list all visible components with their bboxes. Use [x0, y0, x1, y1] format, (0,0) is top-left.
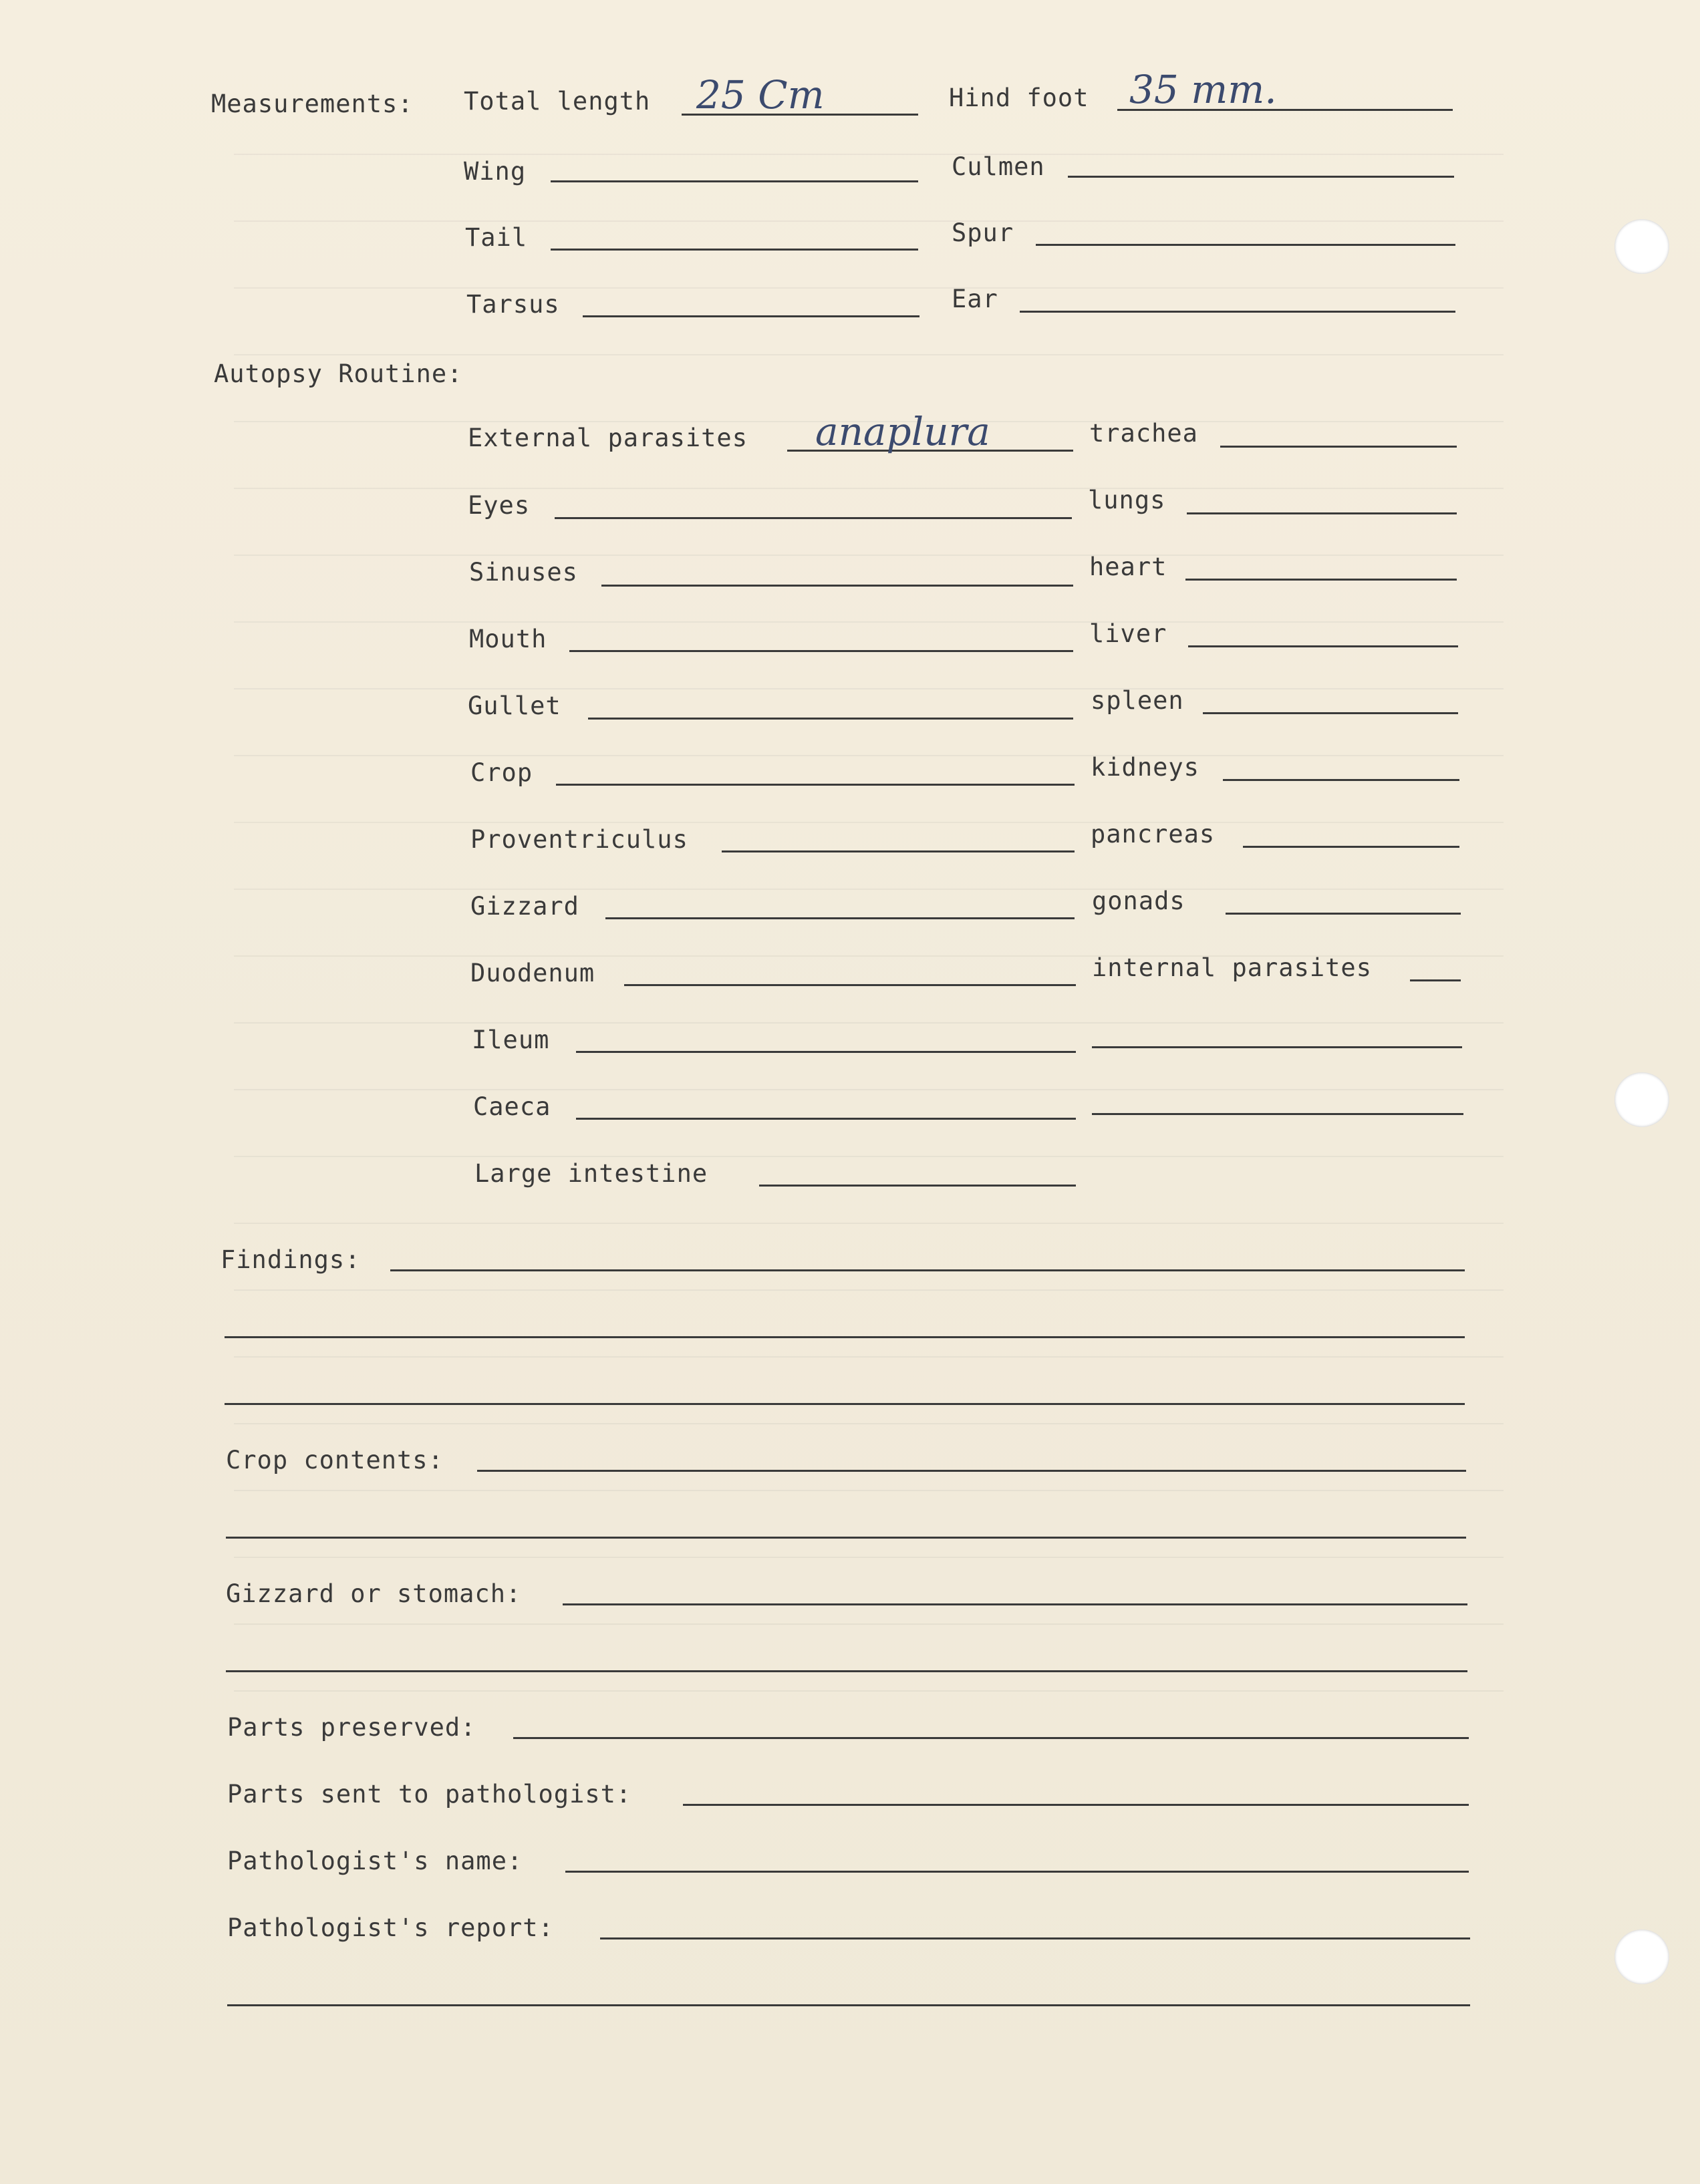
total-length-value: 25 Cm: [696, 72, 825, 118]
pathologist-report-line-2[interactable]: [227, 2004, 1470, 2006]
gonads-line[interactable]: [1226, 913, 1461, 915]
kidneys-line[interactable]: [1223, 779, 1459, 781]
pathologist-name-line[interactable]: [565, 1871, 1469, 1873]
findings-line-3[interactable]: [225, 1403, 1465, 1405]
crop-label: Crop: [470, 758, 533, 787]
caeca-line[interactable]: [576, 1118, 1076, 1120]
parts-preserved-label: Parts preserved:: [227, 1713, 476, 1742]
culmen-line[interactable]: [1068, 176, 1454, 178]
measurements-heading: Measurements:: [211, 90, 414, 118]
crop-contents-line-1[interactable]: [477, 1470, 1466, 1472]
proventriculus-label: Proventriculus: [470, 825, 688, 854]
large-intestine-line[interactable]: [759, 1185, 1076, 1187]
crop-line[interactable]: [556, 784, 1075, 786]
tarsus-label: Tarsus: [466, 290, 560, 319]
lungs-line[interactable]: [1187, 512, 1457, 514]
duodenum-line[interactable]: [624, 984, 1076, 986]
internal-parasites-line[interactable]: [1410, 979, 1461, 981]
crop-contents-line-2[interactable]: [226, 1537, 1466, 1539]
kidneys-label: kidneys: [1091, 753, 1199, 782]
ear-line[interactable]: [1020, 311, 1455, 313]
punch-hole-bottom: [1614, 1929, 1669, 1984]
tail-line[interactable]: [551, 249, 918, 251]
liver-label: liver: [1089, 619, 1167, 648]
findings-line-1[interactable]: [390, 1269, 1465, 1271]
eyes-line[interactable]: [555, 517, 1072, 519]
mouth-label: Mouth: [469, 625, 547, 653]
findings-label: Findings:: [221, 1245, 361, 1274]
tarsus-line[interactable]: [583, 315, 919, 317]
gizzard-stomach-line-2[interactable]: [226, 1670, 1467, 1672]
heart-line[interactable]: [1185, 579, 1457, 581]
eyes-label: Eyes: [468, 491, 531, 520]
mouth-line[interactable]: [569, 650, 1073, 652]
gullet-label: Gullet: [468, 691, 561, 720]
duodenum-label: Duodenum: [470, 959, 595, 987]
spleen-line[interactable]: [1203, 712, 1458, 714]
sinuses-label: Sinuses: [469, 558, 578, 587]
gullet-line[interactable]: [588, 718, 1073, 720]
wing-label: Wing: [464, 157, 527, 186]
parts-sent-line[interactable]: [683, 1804, 1469, 1806]
autopsy-heading: Autopsy Routine:: [214, 359, 463, 388]
spleen-label: spleen: [1091, 686, 1184, 715]
external-parasites-value: anaplura: [815, 409, 990, 454]
pancreas-line[interactable]: [1243, 846, 1459, 848]
heart-label: heart: [1089, 553, 1167, 581]
ileum-line[interactable]: [576, 1051, 1076, 1053]
pancreas-label: pancreas: [1091, 820, 1216, 848]
spur-line[interactable]: [1036, 244, 1455, 246]
pathologist-report-line-1[interactable]: [600, 1937, 1470, 1939]
spur-label: Spur: [952, 218, 1014, 247]
culmen-label: Culmen: [952, 152, 1045, 181]
gizzard-line[interactable]: [605, 917, 1075, 919]
trachea-label: trachea: [1089, 419, 1198, 448]
lungs-label: lungs: [1088, 486, 1166, 514]
liver-line[interactable]: [1188, 645, 1458, 647]
hind-foot-label: Hind foot: [949, 84, 1089, 112]
punch-hole-middle: [1614, 1072, 1669, 1127]
ear-label: Ear: [952, 285, 998, 313]
hind-foot-value: 35 mm.: [1129, 67, 1277, 112]
punch-hole-top: [1614, 219, 1669, 274]
large-intestine-label: Large intestine: [474, 1159, 708, 1188]
caeca-label: Caeca: [473, 1092, 551, 1121]
extra-line-1[interactable]: [1092, 1046, 1462, 1048]
pathologist-report-label: Pathologist's report:: [227, 1913, 554, 1942]
external-parasites-label: External parasites: [468, 424, 748, 452]
internal-parasites-label: internal parasites: [1092, 953, 1372, 982]
gizzard-label: Gizzard: [470, 892, 579, 921]
proventriculus-line[interactable]: [722, 850, 1075, 852]
sinuses-line[interactable]: [601, 585, 1073, 587]
parts-sent-label: Parts sent to pathologist:: [227, 1780, 632, 1809]
parts-preserved-line[interactable]: [513, 1737, 1469, 1739]
total-length-label: Total length: [464, 87, 651, 116]
extra-line-2[interactable]: [1092, 1113, 1463, 1115]
ileum-label: Ileum: [472, 1026, 550, 1054]
gonads-label: gonads: [1092, 887, 1185, 915]
tail-label: Tail: [465, 223, 528, 252]
crop-contents-label: Crop contents:: [226, 1446, 444, 1474]
gizzard-stomach-line-1[interactable]: [563, 1603, 1467, 1605]
gizzard-stomach-label: Gizzard or stomach:: [226, 1579, 522, 1608]
findings-line-2[interactable]: [225, 1336, 1465, 1338]
trachea-line[interactable]: [1220, 446, 1457, 448]
pathologist-name-label: Pathologist's name:: [227, 1847, 523, 1875]
wing-line[interactable]: [551, 180, 918, 182]
